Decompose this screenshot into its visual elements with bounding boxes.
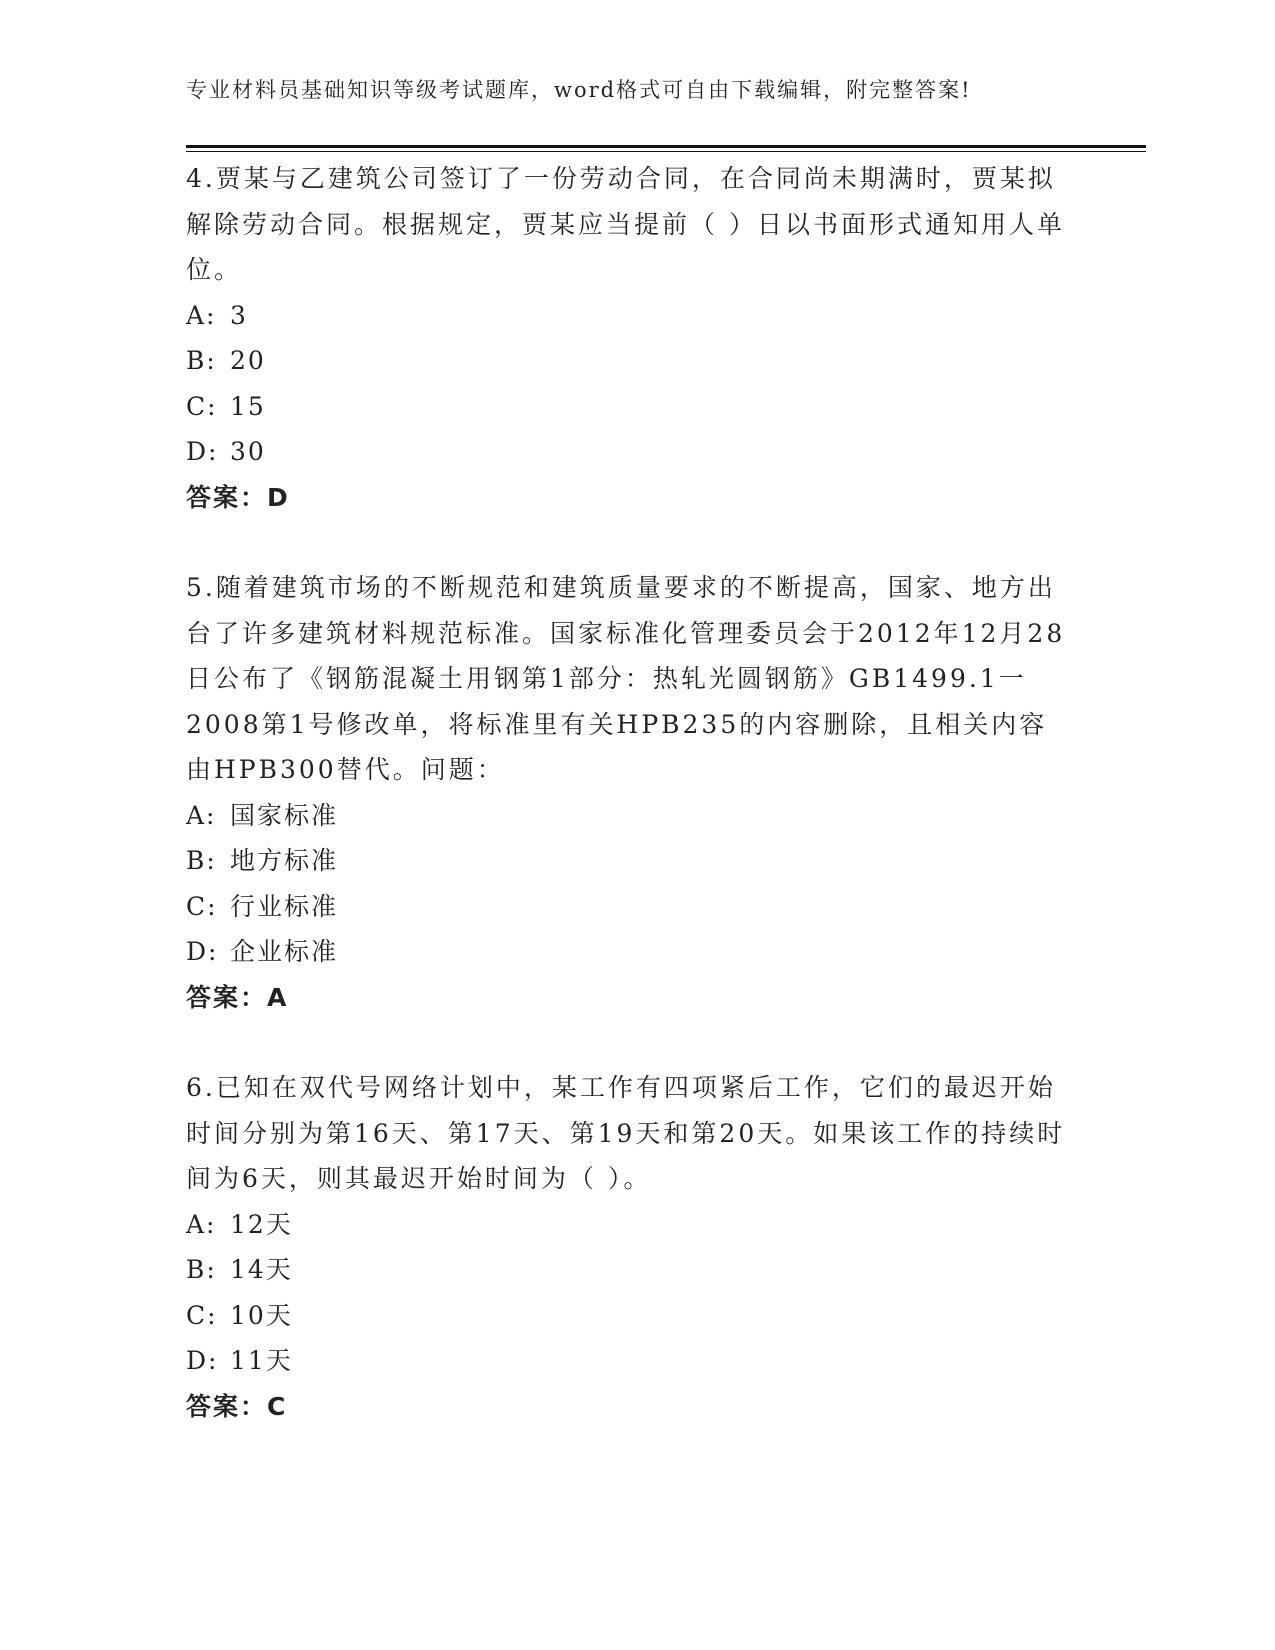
option-value: 3 <box>230 300 248 330</box>
option-letter: C: <box>186 1300 218 1330</box>
option-letter: C: <box>186 391 218 421</box>
option-value: 14天 <box>230 1255 293 1284</box>
option-b <box>186 1247 1066 1293</box>
option-b <box>186 338 1066 384</box>
page-header: 专业材料员基础知识等级考试题库，word格式可自由下载编辑，附完整答案! <box>186 78 972 102</box>
question-text: 4.贾某与乙建筑公司签订了一份劳动合同，在合同尚未期满时，贾某拟解除劳动合同。根据规定，贾某应当提前（ ）日以书面形式通知用人单位。 <box>186 164 1065 284</box>
option-value: 10天 <box>230 1300 293 1330</box>
option-value: 国家标准 <box>230 800 339 830</box>
option-c <box>186 384 1066 430</box>
option-c <box>186 884 1066 930</box>
option-d <box>186 1338 1066 1384</box>
option-letter: D: <box>186 937 219 966</box>
option-letter: D: <box>186 437 219 466</box>
option-value: 企业标准 <box>230 937 339 966</box>
option-a <box>186 793 1066 839</box>
option-value: 20 <box>230 346 266 375</box>
option-letter: A: <box>186 800 217 830</box>
header-rule-thick <box>186 145 1146 148</box>
answer-line: 答案：A <box>186 982 289 1012</box>
question-text: 5.随着建筑市场的不断规范和建筑质量要求的不断提高，国家、地方出台了许多建筑材料规范标准。国家标准化管理委员会于2012年12月28日公布了《钢筋混凝土用钢第1部分：热轧光圆钢筋》GB1499.1一2008第1号修改单，将标准里有关HPB235的内容删除，且相关内容由HPB300替代。问题： <box>186 573 1066 784</box>
answer-line: 答案：C <box>186 1391 288 1421</box>
question-5 <box>186 565 1066 1020</box>
option-letter: A: <box>186 300 217 330</box>
option-d <box>186 929 1066 975</box>
option-a <box>186 1202 1066 1248</box>
option-value: 12天 <box>230 1209 293 1239</box>
answer-line: 答案：D <box>186 482 290 512</box>
option-letter: B: <box>186 346 217 375</box>
option-value: 11天 <box>230 1346 293 1375</box>
question-4 <box>186 156 1066 520</box>
option-letter: B: <box>186 846 217 875</box>
header-rule-thin <box>186 151 1146 152</box>
option-b <box>186 838 1066 884</box>
question-list <box>186 156 1066 1474</box>
option-value: 15 <box>230 391 266 421</box>
option-letter: B: <box>186 1255 217 1284</box>
option-value: 行业标准 <box>230 891 339 921</box>
option-c <box>186 1293 1066 1339</box>
option-a <box>186 293 1066 339</box>
option-letter: D: <box>186 1346 219 1375</box>
option-d <box>186 429 1066 475</box>
option-value: 地方标准 <box>230 846 339 875</box>
option-letter: A: <box>186 1209 217 1239</box>
option-value: 30 <box>230 437 266 466</box>
question-6 <box>186 1065 1066 1429</box>
question-text: 6.已知在双代号网络计划中，某工作有四项紧后工作，它们的最迟开始时间分别为第16天、第17天、第19天和第20天。如果该工作的持续时间为6天，则其最迟开始时间为（ ）。 <box>186 1073 1066 1193</box>
option-letter: C: <box>186 891 218 921</box>
